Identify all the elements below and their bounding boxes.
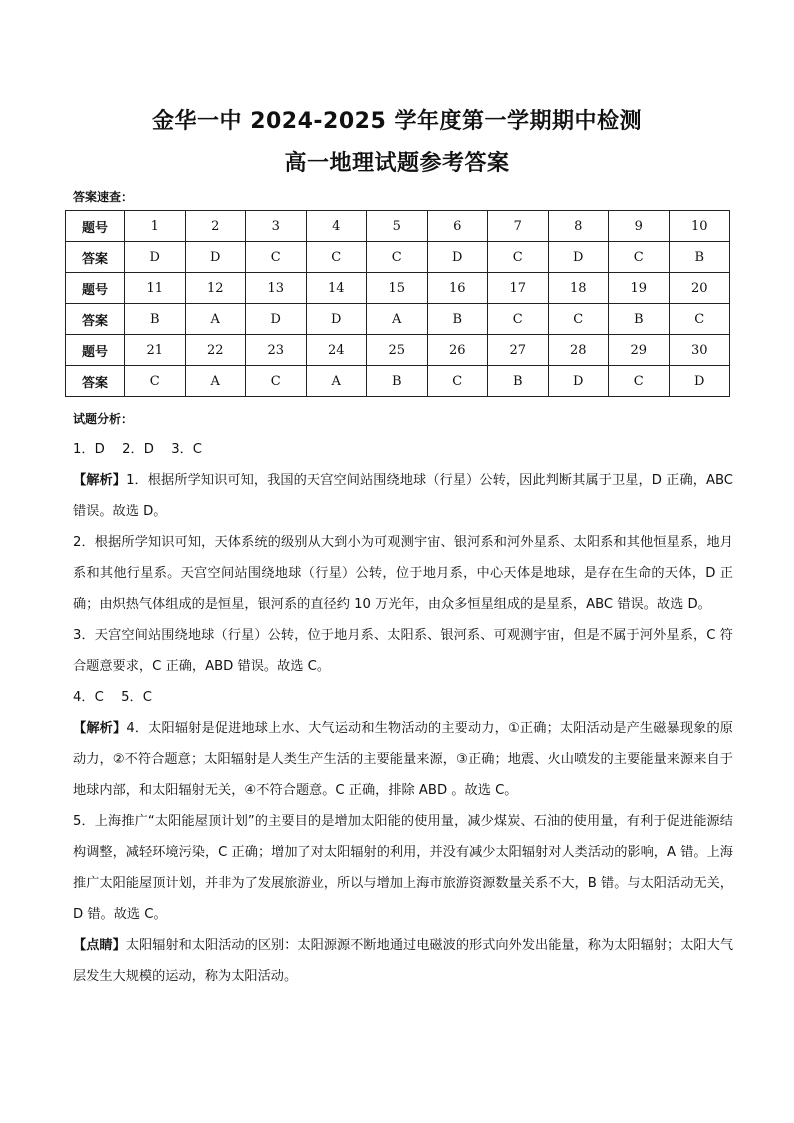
explanation-text: 4．太阳辐射是促进地球上水、大气运动和生物活动的主要动力，①正确；太阳活动是产生磁暴现象的原动力，②不符合题意；太阳辐射是人类生产生活的主要能量来源，③正确；地震、火山喷发的主要能量来源来自于地球内部，和太阳辐射无关，④不符合题意。C 正确，排除 ABD 。故选 C。 [73, 721, 733, 798]
explanation-q5: 5．上海推广“太阳能屋顶计划”的主要目的是增加太阳能的使用量，减少煤炭、石油的使用量，有利于促进能源结构调整，减轻环境污染，C 正确；增加了对太阳辐射的利用，并没有减少太阳辐射对人类活动的影响，A 错。上海推广太阳能屋顶计划，并非为了发展旅游业，所以与增加上海市旅游资源数量关系不大，B 错。与太阳活动无关，D 错。故选 C。 [73, 814, 733, 922]
question-number: 8 [548, 211, 609, 242]
question-number: 2 [185, 211, 246, 242]
question-number: 16 [427, 273, 488, 304]
question-number: 13 [246, 273, 307, 304]
exam-subtitle: 高一地理试题参考答案 [284, 151, 510, 176]
table-row-answers [66, 366, 730, 397]
answer-cell: B [488, 366, 549, 397]
question-number: 17 [488, 273, 549, 304]
question-number: 4 [306, 211, 367, 242]
question-number: 1 [125, 211, 186, 242]
analysis-label: 试题分析： [73, 412, 134, 426]
answer-cell: C [609, 242, 670, 273]
explanation-tag: 【解析】 [73, 721, 127, 736]
question-number: 12 [185, 273, 246, 304]
answer-cell: D [246, 304, 307, 335]
question-number: 27 [488, 335, 549, 366]
answer-summary-1-3: 1．D 2．D 3．C [73, 442, 203, 457]
question-number: 7 [488, 211, 549, 242]
explanation-q2: 2．根据所学知识可知，天体系统的级别从大到小为可观测宇宙、银河系和河外星系、太阳系和其他恒星系，地月系和其他行星系。天宫空间站围绕地球（行星）公转，位于地月系，中心天体是地球，是存在生命的天体，D 正确；由炽热气体组成的是恒星，银河系的直径约 10 万光年，由众多恒星组成的是星系，ABC 错误。故选 D。 [73, 535, 733, 612]
table-row-answers [66, 242, 730, 273]
answer-cell: D [125, 242, 186, 273]
answer-cell: A [367, 304, 428, 335]
answer-cell: B [427, 304, 488, 335]
key-point-text: 太阳辐射和太阳活动的区别：太阳源源不断地通过电磁波的形式向外发出能量，称为太阳辐射；太阳大气层发生大规模的运动，称为太阳活动。 [73, 938, 734, 984]
question-number: 29 [609, 335, 670, 366]
answer-cell: B [609, 304, 670, 335]
answer-cell: C [427, 366, 488, 397]
exam-title: 金华一中 2024-2025 学年度第一学期期中检测 [152, 109, 642, 134]
question-number: 11 [125, 273, 186, 304]
row-label-answer: 答案 [66, 366, 125, 397]
answer-cell: C [125, 366, 186, 397]
row-label-question: 题号 [66, 273, 125, 304]
question-number: 10 [669, 211, 730, 242]
table-row-numbers [66, 335, 730, 366]
answer-table [65, 210, 730, 397]
answer-cell: C [548, 304, 609, 335]
answer-cell: D [306, 304, 367, 335]
row-label-question: 题号 [66, 335, 125, 366]
explanation-q3: 3．天宫空间站围绕地球（行星）公转，位于地月系、太阳系、银河系、可观测宇宙，但是不属于河外星系，C 符合题意要求，C 正确，ABD 错误。故选 C。 [73, 628, 733, 674]
question-number: 28 [548, 335, 609, 366]
question-number: 30 [669, 335, 730, 366]
answer-cell: D [548, 366, 609, 397]
answer-cell: D [548, 242, 609, 273]
explanation-q1 [73, 465, 733, 527]
question-number: 23 [246, 335, 307, 366]
answer-cell: A [306, 366, 367, 397]
answer-cell: C [367, 242, 428, 273]
question-number: 21 [125, 335, 186, 366]
key-point-tag: 【点睛】 [73, 938, 126, 953]
explanation-tag: 【解析】 [73, 473, 127, 488]
explanation-q4 [73, 713, 733, 806]
explanation-text: 1．根据所学知识可知，我国的天宫空间站围绕地球（行星）公转，因此判断其属于卫星，D 正确，ABC 错误。故选 D。 [73, 473, 734, 519]
row-label-answer: 答案 [66, 304, 125, 335]
answer-summary-4-5: 4．C 5．C [73, 690, 152, 705]
answer-cell: C [488, 304, 549, 335]
table-row-answers [66, 304, 730, 335]
question-number: 14 [306, 273, 367, 304]
row-label-question: 题号 [66, 211, 125, 242]
analysis-body [73, 434, 733, 992]
answer-cell: C [246, 242, 307, 273]
question-number: 15 [367, 273, 428, 304]
answer-cell: A [185, 304, 246, 335]
answer-cell: C [306, 242, 367, 273]
table-row-numbers [66, 273, 730, 304]
question-number: 22 [185, 335, 246, 366]
question-number: 9 [609, 211, 670, 242]
key-point [73, 930, 733, 992]
question-number: 20 [669, 273, 730, 304]
question-number: 5 [367, 211, 428, 242]
question-number: 6 [427, 211, 488, 242]
question-number: 24 [306, 335, 367, 366]
row-label-answer: 答案 [66, 242, 125, 273]
answer-cell: C [488, 242, 549, 273]
answer-cell: D [185, 242, 246, 273]
answer-cell: C [669, 304, 730, 335]
table-row-numbers [66, 211, 730, 242]
answer-cell: B [125, 304, 186, 335]
answer-cell: B [669, 242, 730, 273]
quick-answers-label: 答案速查： [73, 190, 134, 204]
answer-cell: A [185, 366, 246, 397]
answer-cell: C [609, 366, 670, 397]
answer-cell: B [367, 366, 428, 397]
answer-cell: D [669, 366, 730, 397]
question-number: 26 [427, 335, 488, 366]
question-number: 19 [609, 273, 670, 304]
answer-cell: D [427, 242, 488, 273]
question-number: 3 [246, 211, 307, 242]
answer-cell: C [246, 366, 307, 397]
question-number: 25 [367, 335, 428, 366]
question-number: 18 [548, 273, 609, 304]
